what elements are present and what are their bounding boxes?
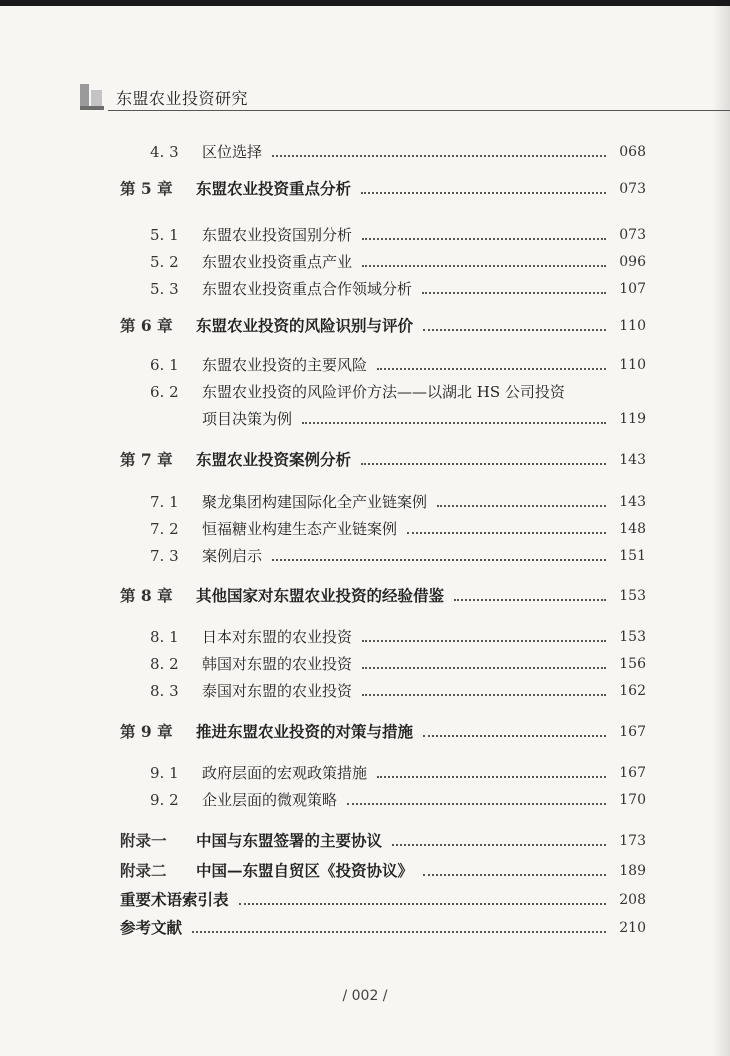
section-title-continuation: 项目决策为例	[202, 410, 293, 428]
appendix-title: 中国与东盟签署的主要协议	[196, 831, 383, 850]
toc-entry-7-3[interactable]	[150, 547, 646, 565]
section-number: 6. 2	[150, 383, 179, 401]
page-number: 153	[619, 629, 646, 645]
page-number: 107	[619, 281, 646, 297]
chapter-title: 推进东盟农业投资的对策与措施	[196, 722, 414, 741]
toc-chapter-5[interactable]	[120, 180, 646, 198]
section-title: 恒福糖业构建生态产业链案例	[202, 520, 398, 538]
page-footer-number: / 002 /	[342, 988, 388, 1004]
section-number: 5. 3	[150, 280, 179, 298]
leader-dots	[377, 367, 606, 370]
section-title: 东盟农业投资国别分析	[202, 226, 353, 244]
chapter-title: 东盟农业投资的风险识别与评价	[196, 316, 414, 335]
section-title: 东盟农业投资的主要风险	[202, 356, 368, 374]
leader-dots	[423, 734, 606, 737]
page-number: 143	[619, 494, 646, 510]
leader-dots	[239, 902, 606, 905]
page-number: 151	[619, 548, 646, 564]
section-title: 日本对东盟的农业投资	[202, 628, 353, 646]
leader-dots	[361, 462, 606, 465]
page-number: 073	[619, 181, 646, 197]
chapter-title: 其他国家对东盟农业投资的经验借鉴	[196, 586, 445, 605]
leader-dots	[192, 930, 606, 933]
toc-entry-5-1[interactable]	[150, 226, 646, 244]
page-number: 143	[619, 452, 646, 468]
index-title: 重要术语索引表	[120, 890, 229, 909]
chapter-number: 第 9 章	[120, 722, 173, 741]
leader-dots	[454, 598, 606, 601]
page-number: 119	[619, 411, 646, 427]
section-number: 7. 2	[150, 520, 179, 538]
section-title: 聚龙集团构建国际化全产业链案例	[202, 493, 428, 511]
toc-entry-5-3[interactable]	[150, 280, 646, 298]
leader-dots	[272, 154, 606, 157]
chapter-number: 第 8 章	[120, 586, 173, 605]
toc-chapter-9[interactable]	[120, 723, 646, 741]
leader-dots	[423, 873, 606, 876]
page-number: 148	[619, 521, 646, 537]
page-number: 167	[619, 765, 646, 781]
toc-entry-9-1[interactable]	[150, 764, 646, 782]
appendix-number: 附录一	[120, 831, 167, 850]
page-number: 167	[619, 724, 646, 740]
leader-dots	[361, 191, 606, 194]
page-number: 153	[619, 588, 646, 604]
toc-term-index[interactable]	[120, 891, 646, 909]
leader-dots	[362, 639, 606, 642]
toc-appendix-2[interactable]	[120, 862, 646, 880]
leader-dots	[437, 504, 606, 507]
page-number: 189	[619, 863, 646, 879]
section-title: 企业层面的微观策略	[202, 791, 338, 809]
page-number: 170	[619, 792, 646, 808]
leader-dots	[272, 558, 606, 561]
section-number: 4. 3	[150, 143, 179, 161]
section-title: 韩国对东盟的农业投资	[202, 655, 353, 673]
section-title: 政府层面的宏观政策措施	[202, 764, 368, 782]
section-title: 区位选择	[202, 143, 263, 161]
appendix-title: 中国—东盟自贸区《投资协议》	[196, 861, 414, 880]
section-number: 8. 1	[150, 628, 179, 646]
page-number: 073	[619, 227, 646, 243]
section-number: 9. 2	[150, 791, 179, 809]
toc-entry-8-3[interactable]	[150, 682, 646, 700]
toc-entry-7-2[interactable]	[150, 520, 646, 538]
page-number: 208	[619, 892, 646, 908]
leader-dots	[377, 775, 606, 778]
section-title: 东盟农业投资的风险评价方法——以湖北 HS 公司投资	[202, 383, 565, 401]
running-header-title: 东盟农业投资研究	[116, 89, 249, 108]
page-number: 210	[619, 920, 646, 936]
toc-entry-9-2[interactable]	[150, 791, 646, 809]
toc-entry-6-2[interactable]	[150, 383, 646, 401]
leader-dots	[362, 264, 606, 267]
section-number: 8. 3	[150, 682, 179, 700]
section-number: 5. 1	[150, 226, 179, 244]
chapter-title: 东盟农业投资案例分析	[196, 450, 352, 469]
page-number: 068	[619, 144, 646, 160]
page-number: 173	[619, 833, 646, 849]
page-number: 156	[619, 656, 646, 672]
chapter-number: 第 7 章	[120, 450, 173, 469]
chapter-number: 第 5 章	[120, 179, 173, 198]
toc-references[interactable]	[120, 919, 646, 937]
leader-dots	[407, 531, 606, 534]
section-number: 9. 1	[150, 764, 179, 782]
chapter-title: 东盟农业投资重点分析	[196, 179, 352, 198]
leader-dots	[362, 237, 606, 240]
section-number: 8. 2	[150, 655, 179, 673]
toc-entry-6-2-cont[interactable]	[202, 410, 646, 428]
toc-entry-8-2[interactable]	[150, 655, 646, 673]
toc-entry-4-3[interactable]	[150, 143, 646, 161]
toc-chapter-8[interactable]	[120, 587, 646, 605]
page-number: 096	[619, 254, 646, 270]
section-title: 案例启示	[202, 547, 263, 565]
section-title: 东盟农业投资重点合作领域分析	[202, 280, 413, 298]
references-title: 参考文献	[120, 918, 183, 937]
leader-dots	[392, 843, 606, 846]
leader-dots	[422, 291, 606, 294]
chapter-number: 第 6 章	[120, 316, 173, 335]
appendix-number: 附录二	[120, 861, 167, 880]
leader-dots	[347, 802, 606, 805]
section-number: 6. 1	[150, 356, 179, 374]
toc-entry-5-2[interactable]	[150, 253, 646, 271]
section-title: 东盟农业投资重点产业	[202, 253, 353, 271]
leader-dots	[302, 421, 606, 424]
page-number: 162	[619, 683, 646, 699]
leader-dots	[362, 666, 606, 669]
toc-entry-7-1[interactable]	[150, 493, 646, 511]
toc-entry-6-1[interactable]	[150, 356, 646, 374]
toc-appendix-1[interactable]	[120, 832, 646, 850]
leader-dots	[423, 328, 606, 331]
toc-chapter-6[interactable]	[120, 317, 646, 335]
section-title: 泰国对东盟的农业投资	[202, 682, 353, 700]
section-number: 7. 1	[150, 493, 179, 511]
toc-chapter-7[interactable]	[120, 451, 646, 469]
toc-entry-8-1[interactable]	[150, 628, 646, 646]
page-number: 110	[619, 357, 646, 373]
page-number: 110	[619, 318, 646, 334]
section-number: 5. 2	[150, 253, 179, 271]
section-number: 7. 3	[150, 547, 179, 565]
leader-dots	[362, 693, 606, 696]
